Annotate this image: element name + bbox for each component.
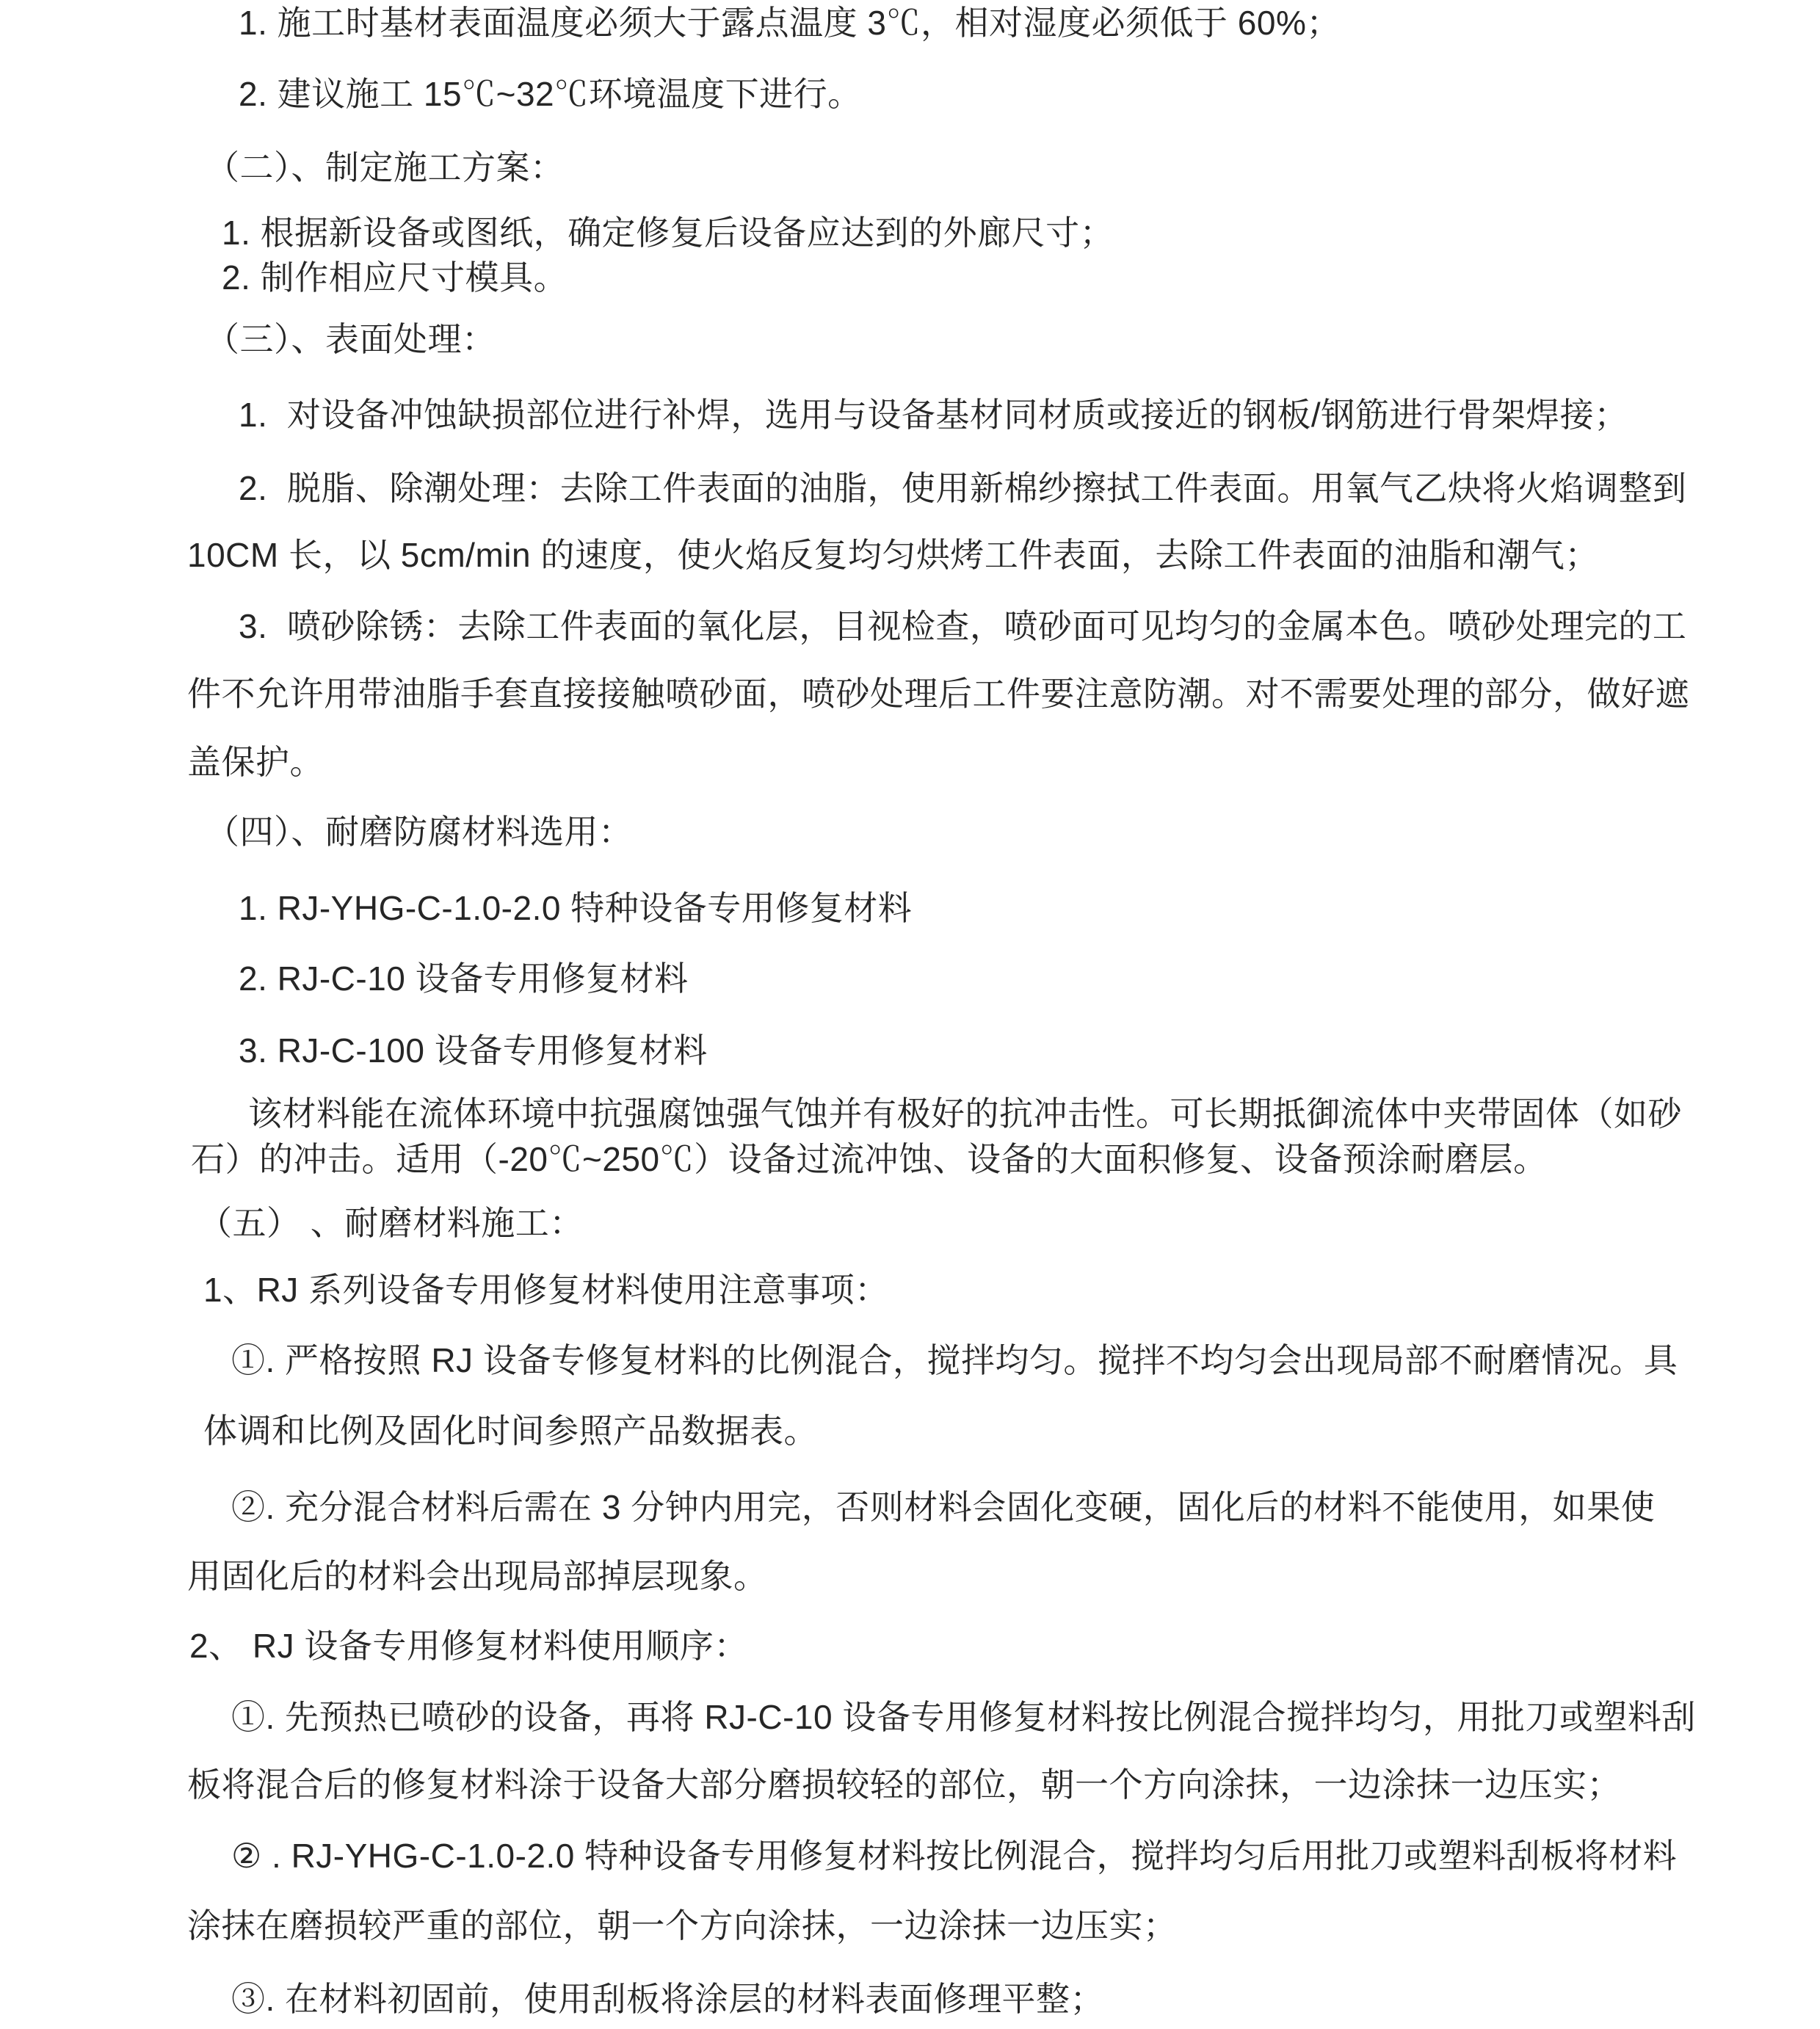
- text-line: ② . RJ-YHG-C-1.0-2.0 特种设备专用修复材料按比例混合，搅拌均匀后用批刀或塑料刮板将材料: [231, 1837, 1678, 1875]
- text-line: 1. 施工时基材表面温度必须大于露点温度 3℃，相对湿度必须低于 60%；: [239, 4, 1341, 42]
- text-line: 2、 RJ 设备专用修复材料使用顺序：: [189, 1627, 748, 1665]
- text-line: 1. 根据新设备或图纸，确定修复后设备应达到的外廊尺寸；: [222, 214, 1114, 252]
- text-line: 盖保护。: [187, 743, 324, 781]
- text-line: 2. 脱脂、除潮处理：去除工件表面的油脂，使用新棉纱擦拭工件表面。用氧气乙炔将火焰调整到: [239, 469, 1687, 507]
- text-line: ①. 严格按照 RJ 设备专修复材料的比例混合，搅拌均匀。搅拌不均匀会出现局部不耐磨情况。具: [231, 1341, 1678, 1379]
- text-line: ②. 充分混合材料后需在 3 分钟内用完，否则材料会固化变硬，固化后的材料不能使用，如果使: [231, 1488, 1656, 1526]
- text-line: ①. 先预热已喷砂的设备，再将 RJ-C-10 设备专用修复材料按比例混合搅拌均匀，用批刀或塑料刮: [231, 1698, 1696, 1736]
- section-heading: （三）、表面处理：: [206, 320, 496, 358]
- section-heading: （四）、耐磨防腐材料选用：: [206, 813, 633, 851]
- text-line: 该材料能在流体环境中抗强腐蚀强气蚀并有极好的抗冲击性。可长期抵御流体中夹带固体（如砂: [248, 1095, 1682, 1133]
- text-line: 用固化后的材料会出现局部掉层现象。: [187, 1557, 768, 1595]
- text-line: 3. RJ-C-100 设备专用修复材料: [239, 1031, 708, 1070]
- text-line: 2. 建议施工 15℃~32℃环境温度下进行。: [239, 75, 862, 113]
- text-line: 件不允许用带油脂手套直接接触喷砂面，喷砂处理后工件要注意防潮。对不需要处理的部分，做好遮: [187, 675, 1689, 713]
- section-heading: （二）、制定施工方案：: [206, 148, 565, 186]
- text-line: ③. 在材料初固前，使用刮板将涂层的材料表面修理平整；: [231, 1980, 1105, 2018]
- section-heading: （五） 、耐磨材料施工：: [198, 1204, 584, 1242]
- text-line: 3. 喷砂除锈：去除工件表面的氧化层，目视检查，喷砂面可见均匀的金属本色。喷砂处理完的工: [239, 607, 1687, 645]
- text-line: 1. RJ-YHG-C-1.0-2.0 特种设备专用修复材料: [239, 889, 913, 927]
- text-line: 体调和比例及固化时间参照产品数据表。: [203, 1412, 818, 1450]
- text-line: 2. 制作相应尺寸模具。: [222, 258, 568, 297]
- text-line: 板将混合后的修复材料涂于设备大部分磨损较轻的部位，朝一个方向涂抹，一边涂抹一边压实；: [187, 1765, 1621, 1804]
- text-line: 1. 对设备冲蚀缺损部位进行补焊，选用与设备基材同材质或接近的钢板/钢筋进行骨架焊接；: [239, 396, 1628, 434]
- text-line: 石）的冲击。适用（-20℃~250℃）设备过流冲蚀、设备的大面积修复、设备预涂耐磨层。: [191, 1140, 1548, 1178]
- text-line: 涂抹在磨损较严重的部位，朝一个方向涂抹，一边涂抹一边压实；: [187, 1906, 1178, 1945]
- text-line: 10CM 长，以 5cm/min 的速度，使火焰反复均匀烘烤工件表面，去除工件表面的油脂和潮气；: [187, 536, 1599, 574]
- text-line: 2. RJ-C-10 设备专用修复材料: [239, 959, 689, 998]
- text-line: 1、RJ 系列设备专用修复材料使用注意事项：: [203, 1271, 889, 1309]
